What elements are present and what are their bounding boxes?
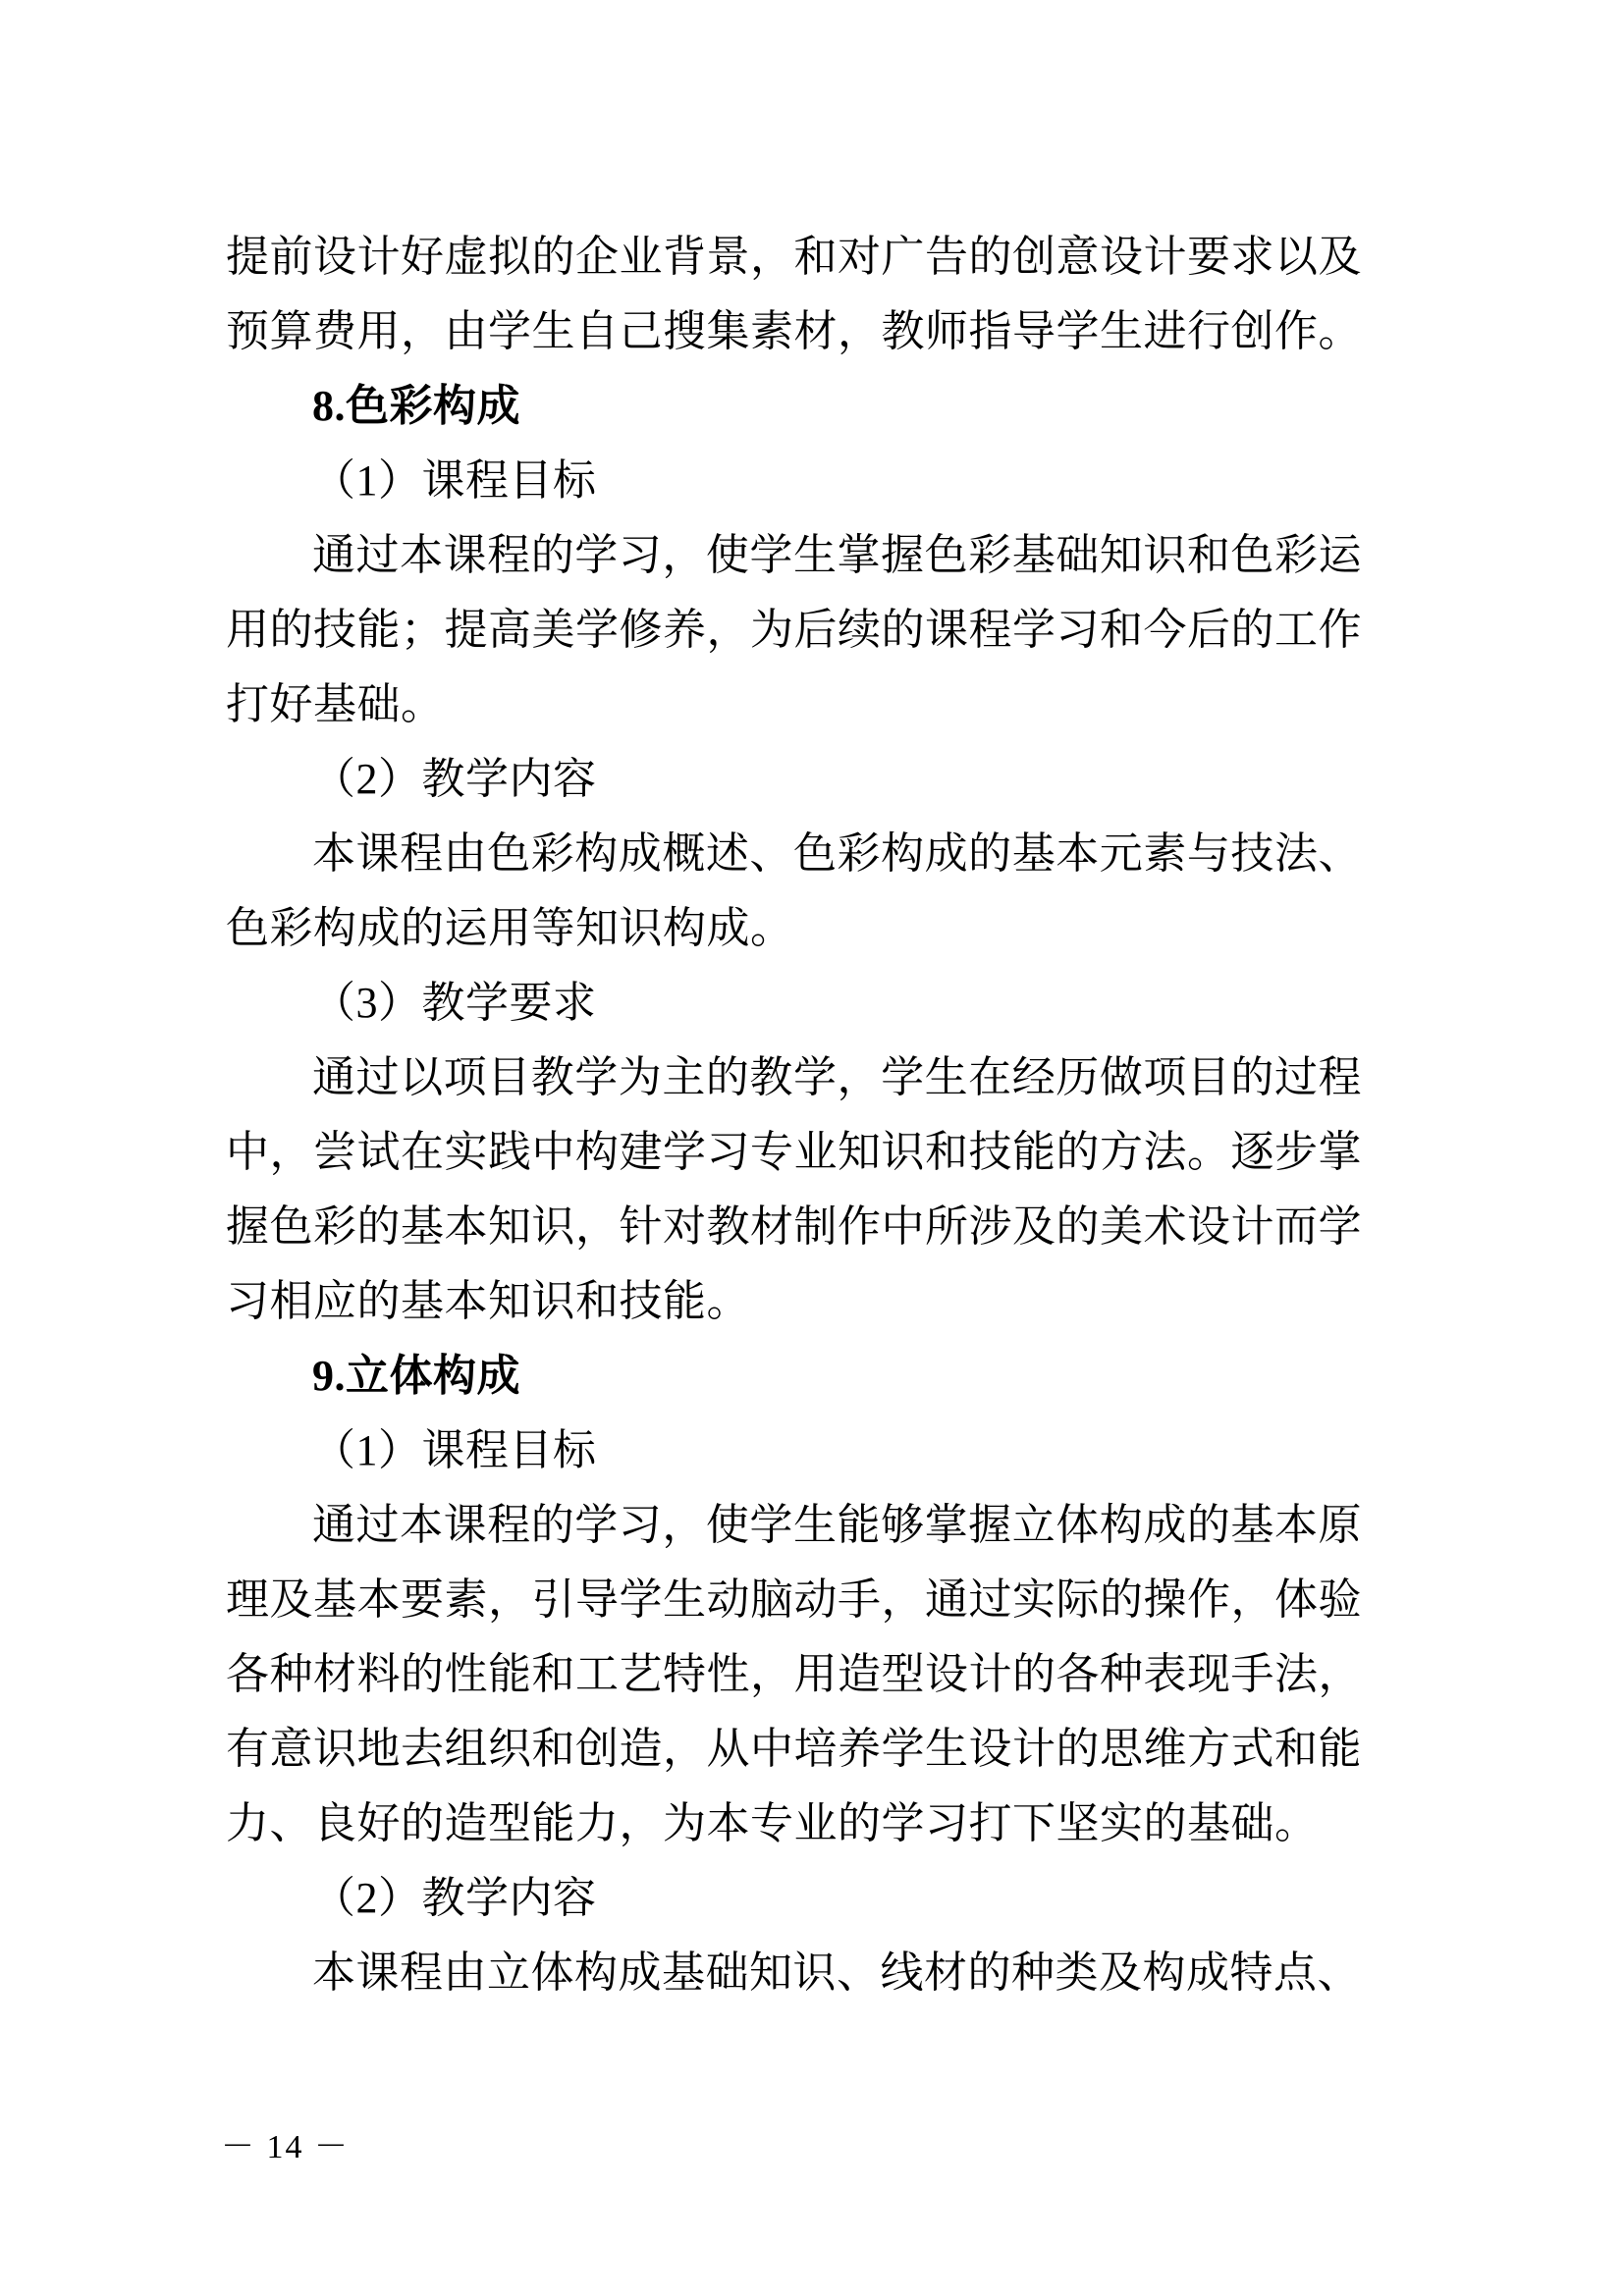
section-heading-8-color-composition: 8.色彩构成 [312,382,520,430]
page-number: － 14 － [221,2129,350,2165]
body-paragraph-course-objectives: 通过本课程的学习，使学生掌握色彩基础知识和色彩运用的技能；提高美学修养，为后续的课程学习和今后的工作打好基础。 [226,531,1362,728]
subheading-course-objectives: （1）课程目标 [312,456,597,505]
subheading-teaching-content-2: （2）教学内容 [312,1874,597,1922]
body-paragraph-teaching-requirements: 通过以项目教学为主的教学，学生在经历做项目的过程中，尝试在实践中构建学习专业知识和技能的方法。逐步掌握色彩的基本知识，针对教材制作中所涉及的美术设计而学习相应的基本知识和技能。 [226,1053,1362,1325]
document-body [226,220,1362,2010]
body-paragraph-continuation: 提前设计好虚拟的企业背景，和对广告的创意设计要求以及预算费用，由学生自己搜集素材，教师指导学生进行创作。 [226,233,1362,355]
body-paragraph-teaching-content: 本课程由色彩构成概述、色彩构成的基本元素与技法、色彩构成的运用等知识构成。 [226,829,1362,952]
subheading-course-objectives-2: （1）课程目标 [312,1426,597,1474]
body-paragraph-course-objectives-2: 通过本课程的学习，使学生能够掌握立体构成的基本原理及基本要素，引导学生动脑动手，通过实际的操作，体验各种材料的性能和工艺特性，用造型设计的各种表现手法，有意识地去组织和创造，从中培养学生设计的思维方式和能力、良好的造型能力，为本专业的学习打下坚实的基础。 [226,1501,1362,1847]
subheading-teaching-content: （2）教学内容 [312,755,597,803]
section-heading-9-three-dimensional-composition: 9.立体构成 [312,1352,520,1400]
subheading-teaching-requirements: （3）教学要求 [312,979,597,1027]
body-paragraph-teaching-content-2: 本课程由立体构成基础知识、线材的种类及构成特点、 [312,1949,1361,1997]
